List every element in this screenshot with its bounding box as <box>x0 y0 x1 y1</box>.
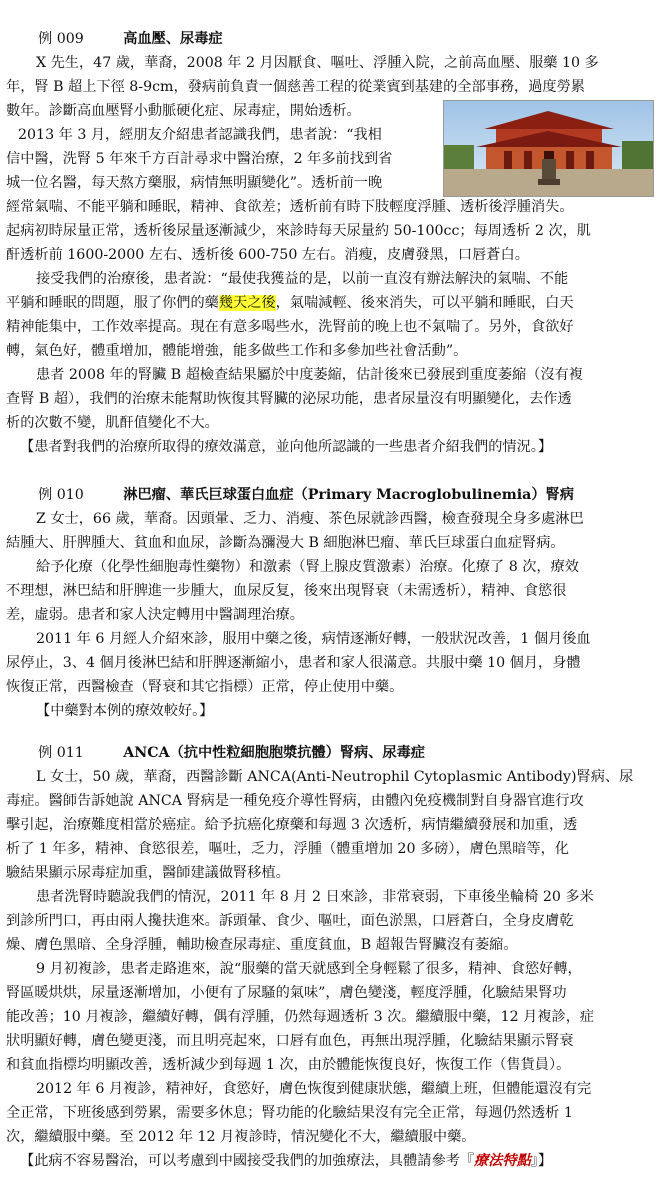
highlighted-text: 幾天之後 <box>218 295 276 311</box>
text-line: 精神能集中，工作效率提高。現在有意多喝些水，洗腎前的晚上也不氣喘了。另外，食欲好 <box>6 319 574 335</box>
case-title: 淋巴瘤、華氏巨球蛋白血症（Primary Macroglobulinemia）腎病 <box>123 487 574 503</box>
text-line: 恢復正常，西醫檢查（腎衰和其它指標）正常，停止使用中藥。 <box>6 679 404 695</box>
text-line: 2013 年 3 月，經朋友介紹患者認識我們，患者說：“我相 <box>18 127 382 143</box>
text-segment: ，氣喘減輕、後來消失，可以平躺和睡眠，白天 <box>275 295 574 311</box>
case-conclusion: 【患者對我們的治療所取得的療效滿意，並向他所認識的一些患者介紹我們的情況。】 <box>20 439 553 455</box>
text-line: 起病初時尿量正常，透析後尿量逐漸減少，來診時每天尿量約 50-100cc；每周透析 2 次，肌 <box>6 223 591 239</box>
text-line: 信中醫，洗腎 5 年來千方百計尋求中醫治療，2 年多前找到省 <box>6 151 393 167</box>
text-segment: 平躺和睡眠的問題，服了你們的藥 <box>6 295 219 311</box>
text-line: 狀明顯好轉，膚色變更淺，而且明亮起來，口唇有血色，再無出現浮腫，化驗結果顯示腎衰 <box>6 1033 574 1049</box>
text-line: Z 女士，66 歲，華裔。因頭暈、乏力、消瘦、茶色尿就診西醫，檢查發現全身多處淋巴 <box>36 511 584 527</box>
text-line: 經常氣喘、不能平躺和睡眠，精神、食欲差；透析前有時下肢輕度浮腫、透析後浮腫消失。 <box>6 199 574 215</box>
text-line <box>6 291 652 315</box>
text-line: 析了 1 年多，精神、食慾很差，嘔吐，乏力，浮腫（體重增加 20 多磅），膚色黑暗等，化 <box>6 841 569 857</box>
text-line: 全正常，下班後感到勞累，需要多休息；腎功能的化驗結果沒有完全正常，每週仍然透析 1 <box>6 1105 573 1121</box>
case-009-heading <box>38 27 658 51</box>
text-line: 尿停止，3、4 個月後淋巴結和肝脾逐漸縮小，患者和家人很滿意。共服中藥 10 個月，身體 <box>6 655 581 671</box>
text-line: 擊引起，治療難度相當於癌症。給予抗癌化療藥和每週 3 次透析，病情繼續發展和加重，透 <box>6 817 578 833</box>
text-line: 次，繼續服中藥。至 2012 年 12 月複診時，情況變化不大，繼續服中藥。 <box>6 1129 476 1145</box>
temple-photo <box>443 100 654 197</box>
text-line: 轉，氣色好，體重增加，體能增強，能多做些工作和多參加些社會活動”。 <box>6 343 468 359</box>
text-line: 驗結果顯示尿毒症加重，醫師建議做腎移植。 <box>6 865 290 881</box>
text-line: 城一位名醫，每天熬方藥服，病情無明顯變化”。透析前一晚 <box>6 175 383 191</box>
case-010-heading <box>38 483 658 507</box>
text-line: 9 月初複診，患者走路進來，說“服藥的當天就感到全身輕鬆了很多，精神、食慾好轉， <box>36 961 582 977</box>
text-line: 能改善；10 月複診，繼續好轉，偶有浮腫，仍然每週透析 3 次。繼續服中藥，12 月複診，症 <box>6 1009 595 1025</box>
text-line: 腎區暖烘烘，尿量逐漸增加，小便有了尿騷的氣味”，膚色變淺，輕度浮腫，化驗結果腎功 <box>6 985 567 1001</box>
case-title: ANCA（抗中性粒細胞胞漿抗體）腎病、尿毒症 <box>123 745 425 761</box>
text-line: X 先生，47 歲，華裔，2008 年 2 月因厭食、嘔吐、浮腫入院，之前高血壓、服藥 10 多 <box>36 55 599 71</box>
case-009-body-wrap <box>6 123 436 195</box>
case-conclusion <box>6 1149 652 1173</box>
text-line: 到診所門口，再由兩人攙扶進來。訴頭暈、食少、嘔吐，面色淤黑，口唇蒼白，全身皮膚乾 <box>6 913 574 929</box>
case-conclusion: 【中藥對本例的療效較好。】 <box>36 703 214 719</box>
text-line: 患者洗腎時聽說我們的情況，2011 年 8 月 2 日來診，非常衰弱，下車後坐輪椅 20 多米 <box>36 889 594 905</box>
text-line: 2012 年 6 月複診，精神好，食慾好，膚色恢復到健康狀態，繼續上班，但體能還沒有完 <box>36 1081 592 1097</box>
text-line: 查腎 B 超），我們的治療未能幫助恢復其腎臟的泌尿功能，患者尿量沒有明顯變化，去作透 <box>6 391 572 407</box>
case-009-body-b <box>6 195 652 459</box>
case-011-body <box>6 765 652 1173</box>
text-line: 差，虛弱。患者和家人決定轉用中醫調理治療。 <box>6 607 304 623</box>
text-line: 析的次數不變，肌酐值變化不大。 <box>6 415 219 431</box>
text-line: 燥、膚色黑暗、全身浮腫，輔助檢查尿毒症、重度貧血，B 超報告腎臟沒有萎縮。 <box>6 937 518 953</box>
text-line: L 女士，50 歲，華裔，西醫診斷 ANCA(Anti-Neutrophil Cytoplasmic Antibody)腎病、尿 <box>36 769 634 785</box>
text-line: 年，腎 B 超上下徑 8-9cm，發病前負責一個慈善工程的從業賓到基建的全部事務，過度勞累 <box>6 79 585 95</box>
text-line: 不理想，淋巴結和肝脾進一步腫大，血尿反复，後來出現腎衰（未需透析），精神、食慾很 <box>6 583 567 599</box>
text-segment: 』】 <box>530 1153 553 1169</box>
case-010-body <box>6 507 652 723</box>
text-line: 患者 2008 年的腎臟 B 超檢查結果屬於中度萎縮，估計後來已發展到重度萎縮（沒有複 <box>36 367 583 383</box>
case-number: 例 010 <box>38 487 84 503</box>
text-line: 2011 年 6 月經人介紹來診，服用中藥之後，病情逐漸好轉，一般狀況改善，1 個月後血 <box>36 631 591 647</box>
text-line: 結腫大、肝脾腫大、貧血和血尿，診斷為瀰漫大 B 細胞淋巴瘤、華氏巨球蛋白血症腎病。 <box>6 535 565 551</box>
text-line: 接受我們的治療後，患者說：“最使我獲益的是，以前一直沒有辦法解決的氣喘、不能 <box>36 271 569 287</box>
text-line: 數年。診斷高血壓腎小動脈硬化症、尿毒症，開始透析。 <box>6 103 361 119</box>
text-line: 給予化療（化學性細胞毒性藥物）和激素（腎上腺皮質激素）治療。化療了 8 次，療效 <box>36 559 579 575</box>
case-title: 高血壓、尿毒症 <box>123 31 223 47</box>
treatment-features-link[interactable]: 療法特點 <box>474 1153 531 1169</box>
case-011-heading <box>38 741 658 765</box>
case-number: 例 009 <box>38 31 84 47</box>
text-segment: 【此病不容易醫治，可以考慮到中國接受我們的加強療法，具體請參考『 <box>20 1153 475 1169</box>
text-line: 和貧血指標均明顯改善，透析減少到每週 1 次，由於體能恢復良好，恢復工作（售貨員）。 <box>6 1057 571 1073</box>
temple-photo-icon <box>444 101 653 196</box>
text-line: 酐透析前 1600-2000 左右、透析後 600-750 左右。消瘦，皮膚發黑，口唇蒼白。 <box>6 247 529 263</box>
text-line: 毒症。醫師告訴她說 ANCA 腎病是一種免疫介導性腎病，由體內免疫機制對自身器官進行攻 <box>6 793 584 809</box>
case-number: 例 011 <box>38 745 84 761</box>
